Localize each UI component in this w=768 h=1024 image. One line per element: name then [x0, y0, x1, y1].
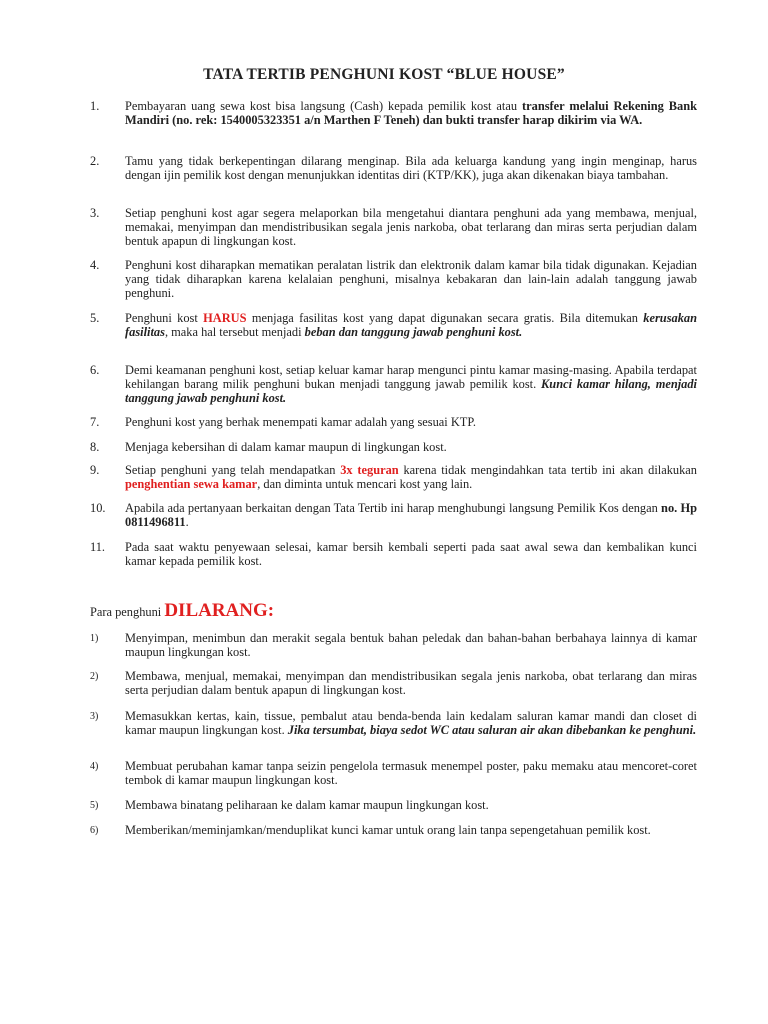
prohibition-item-text-segment: Memberikan/meminjamkan/menduplikat kunci kamar untuk orang lain tanpa sepengetahuan pemilik kost. — [125, 823, 651, 837]
rule-item-number: 4. — [90, 258, 100, 272]
rule-item-text-segment: menjaga fasilitas kost yang dapat digunakan secara gratis. Bila ditemukan — [246, 311, 644, 325]
rule-item-text — [125, 441, 697, 455]
prohibition-item-number: 4) — [90, 761, 99, 772]
prohibition-item-text — [125, 799, 697, 813]
rule-item-text — [125, 312, 697, 340]
prohibition-item-text-segment: Membawa, menjual, memakai, menyimpan dan mendistribusikan segala jenis narkoba, obat terlarang dan miras serta perjudian dalam bentuk apapun di lingkungan kost. — [125, 669, 697, 697]
prohibition-item-number: 3) — [90, 711, 99, 722]
rule-item-number: 10. — [90, 501, 106, 515]
document-title: TATA TERTIB PENGHUNI KOST “BLUE HOUSE” — [203, 66, 565, 83]
rule-item-text-segment: Kunci kamar hilang, menjadi tanggung jawab penghuni kost. — [125, 376, 697, 405]
rule-item-text-segment: Penghuni kost diharapkan mematikan peralatan listrik dan elektronik dalam kamar bila tidak digunakan. Kejadian yang tidak diharapkan karena kelalaian penghuni, misalnya kebakaran dan lain-lain adalah tanggung jawab penghuni. — [125, 258, 697, 300]
rule-item-text-segment: , dan diminta untuk mencari kost yang lain. — [257, 476, 473, 491]
rule-item-text — [125, 207, 697, 248]
rule-item-text-segment: Penghuni kost — [125, 311, 204, 325]
rule-item-text-segment: HARUS — [203, 311, 247, 325]
rule-item-number: 5. — [90, 311, 100, 325]
prohibition-item-number: 5) — [90, 800, 99, 811]
rule-item-text-segment: Apabila ada pertanyaan berkaitan dengan Tata Tertib ini harap menghubungi langsung Pemilik Kos dengan — [125, 501, 662, 515]
rule-item-text — [125, 100, 697, 128]
prohibition-item-text — [125, 710, 697, 738]
prohibition-item-text-segment: Jika tersumbat, biaya sedot WC atau saluran air akan dibebankan ke penghuni. — [287, 722, 697, 737]
rule-item-text-segment: . — [185, 514, 189, 529]
rule-item-text-segment: Pembayaran uang sewa kost bisa langsung (Cash) kepada pemilik kost atau — [125, 99, 523, 113]
rule-item-text — [125, 364, 697, 405]
prohibition-item-text — [125, 670, 697, 698]
prohibition-item-text-segment: Membuat perubahan kamar tanpa seizin pengelola termasuk menempel poster, paku memaku atau mencoret-coret tembok di kamar maupun lingkungan kost. — [125, 759, 697, 787]
rule-item-text-segment: , maka hal tersebut menjadi — [164, 324, 305, 339]
prohibition-item-number: 1) — [90, 633, 99, 644]
rule-item-text — [125, 464, 697, 492]
rule-item-text — [125, 259, 697, 300]
rule-item-number: 11. — [90, 540, 106, 554]
rule-item-text-segment: 3x teguran — [340, 463, 399, 477]
rule-item-text-segment: Setiap penghuni kost agar segera melaporkan bila mengetahui diantara penghuni ada yang membawa, menjual, memakai, menyimpan dan mendistribusikan segala jenis narkoba, obat terlarang dan miras serta perjudian dalam bentuk apapun di lingkungan kost. — [125, 206, 697, 248]
prohibition-item-number: 2) — [90, 671, 99, 682]
prohibition-item-text — [125, 760, 697, 788]
prohibition-item-text-segment: Menyimpan, menimbun dan merakit segala bentuk bahan peledak dan bahan-bahan berbahaya lainnya di kamar maupun lingkungan kost. — [125, 631, 697, 659]
rule-item-number: 3. — [90, 206, 100, 220]
rule-item-text — [125, 502, 697, 530]
prohibitions-heading-prefix: Para penghuni — [90, 605, 165, 619]
rule-item-number: 2. — [90, 154, 100, 168]
rule-item-text-segment: beban dan tanggung jawab penghuni kost. — [304, 324, 523, 339]
rule-item-text-segment: Penghuni kost yang berhak menempati kamar adalah yang sesuai KTP. — [125, 415, 476, 429]
rule-item-text — [125, 416, 697, 430]
rule-item-text-segment: Pada saat waktu penyewaan selesai, kamar bersih kembali seperti pada saat awal sewa dan kembalikan kunci kamar kepada pemilik kost. — [125, 540, 697, 568]
rule-item-number: 9. — [90, 463, 100, 477]
prohibition-item-text — [125, 824, 697, 838]
prohibition-item-text — [125, 632, 697, 660]
rule-item-text — [125, 541, 697, 569]
prohibitions-heading-emphasis: DILARANG: — [164, 600, 275, 621]
rule-item-text-segment: kerusakan fasilitas — [125, 311, 697, 339]
rule-item-text-segment: Demi keamanan penghuni kost, setiap keluar kamar harap mengunci pintu kamar masing-masing. Apabila terdapat kehilangan barang milik penghuni bukan menjadi tanggung jawab pemilik kost. — [125, 363, 697, 391]
rule-item-text-segment: Tamu yang tidak berkepentingan dilarang menginap. Bila ada keluarga kandung yang ingin menginap, harus dengan ijin pemilik kost dengan menunjukkan identitas diri (KTP/KK), juga akan dikenakan biaya tambahan. — [125, 154, 697, 182]
prohibition-item-text-segment: Memasukkan kertas, kain, tissue, pembalut atau benda-benda lain kedalam saluran kamar mandi dan closet di kamar maupun lingkungan kost. — [125, 709, 697, 737]
prohibition-item-number: 6) — [90, 825, 99, 836]
rule-item-text-segment: Menjaga kebersihan di dalam kamar maupun di lingkungan kost. — [125, 440, 447, 454]
prohibitions-heading — [90, 600, 274, 622]
rule-item-text-segment: karena tidak mengindahkan tata tertib ini akan dilakukan — [398, 463, 697, 477]
rule-item-text-segment: no. Hp 0811496811 — [125, 501, 698, 529]
rule-item-number: 6. — [90, 363, 100, 377]
rule-item-number: 1. — [90, 99, 100, 113]
rule-item-text-segment: penghentian sewa kamar — [125, 476, 258, 491]
rule-item-text — [125, 155, 697, 183]
rule-item-text-segment: transfer melalui Rekening Bank Mandiri (no. rek: 1540005323351 a/n Marthen F Teneh) dan bukti transfer harap dikirim via WA. — [125, 99, 697, 127]
prohibition-item-text-segment: Membawa binatang peliharaan ke dalam kamar maupun lingkungan kost. — [125, 798, 489, 812]
rule-item-number: 8. — [90, 440, 100, 454]
rule-item-number: 7. — [90, 415, 100, 429]
rule-item-text-segment: Setiap penghuni yang telah mendapatkan — [125, 463, 341, 477]
